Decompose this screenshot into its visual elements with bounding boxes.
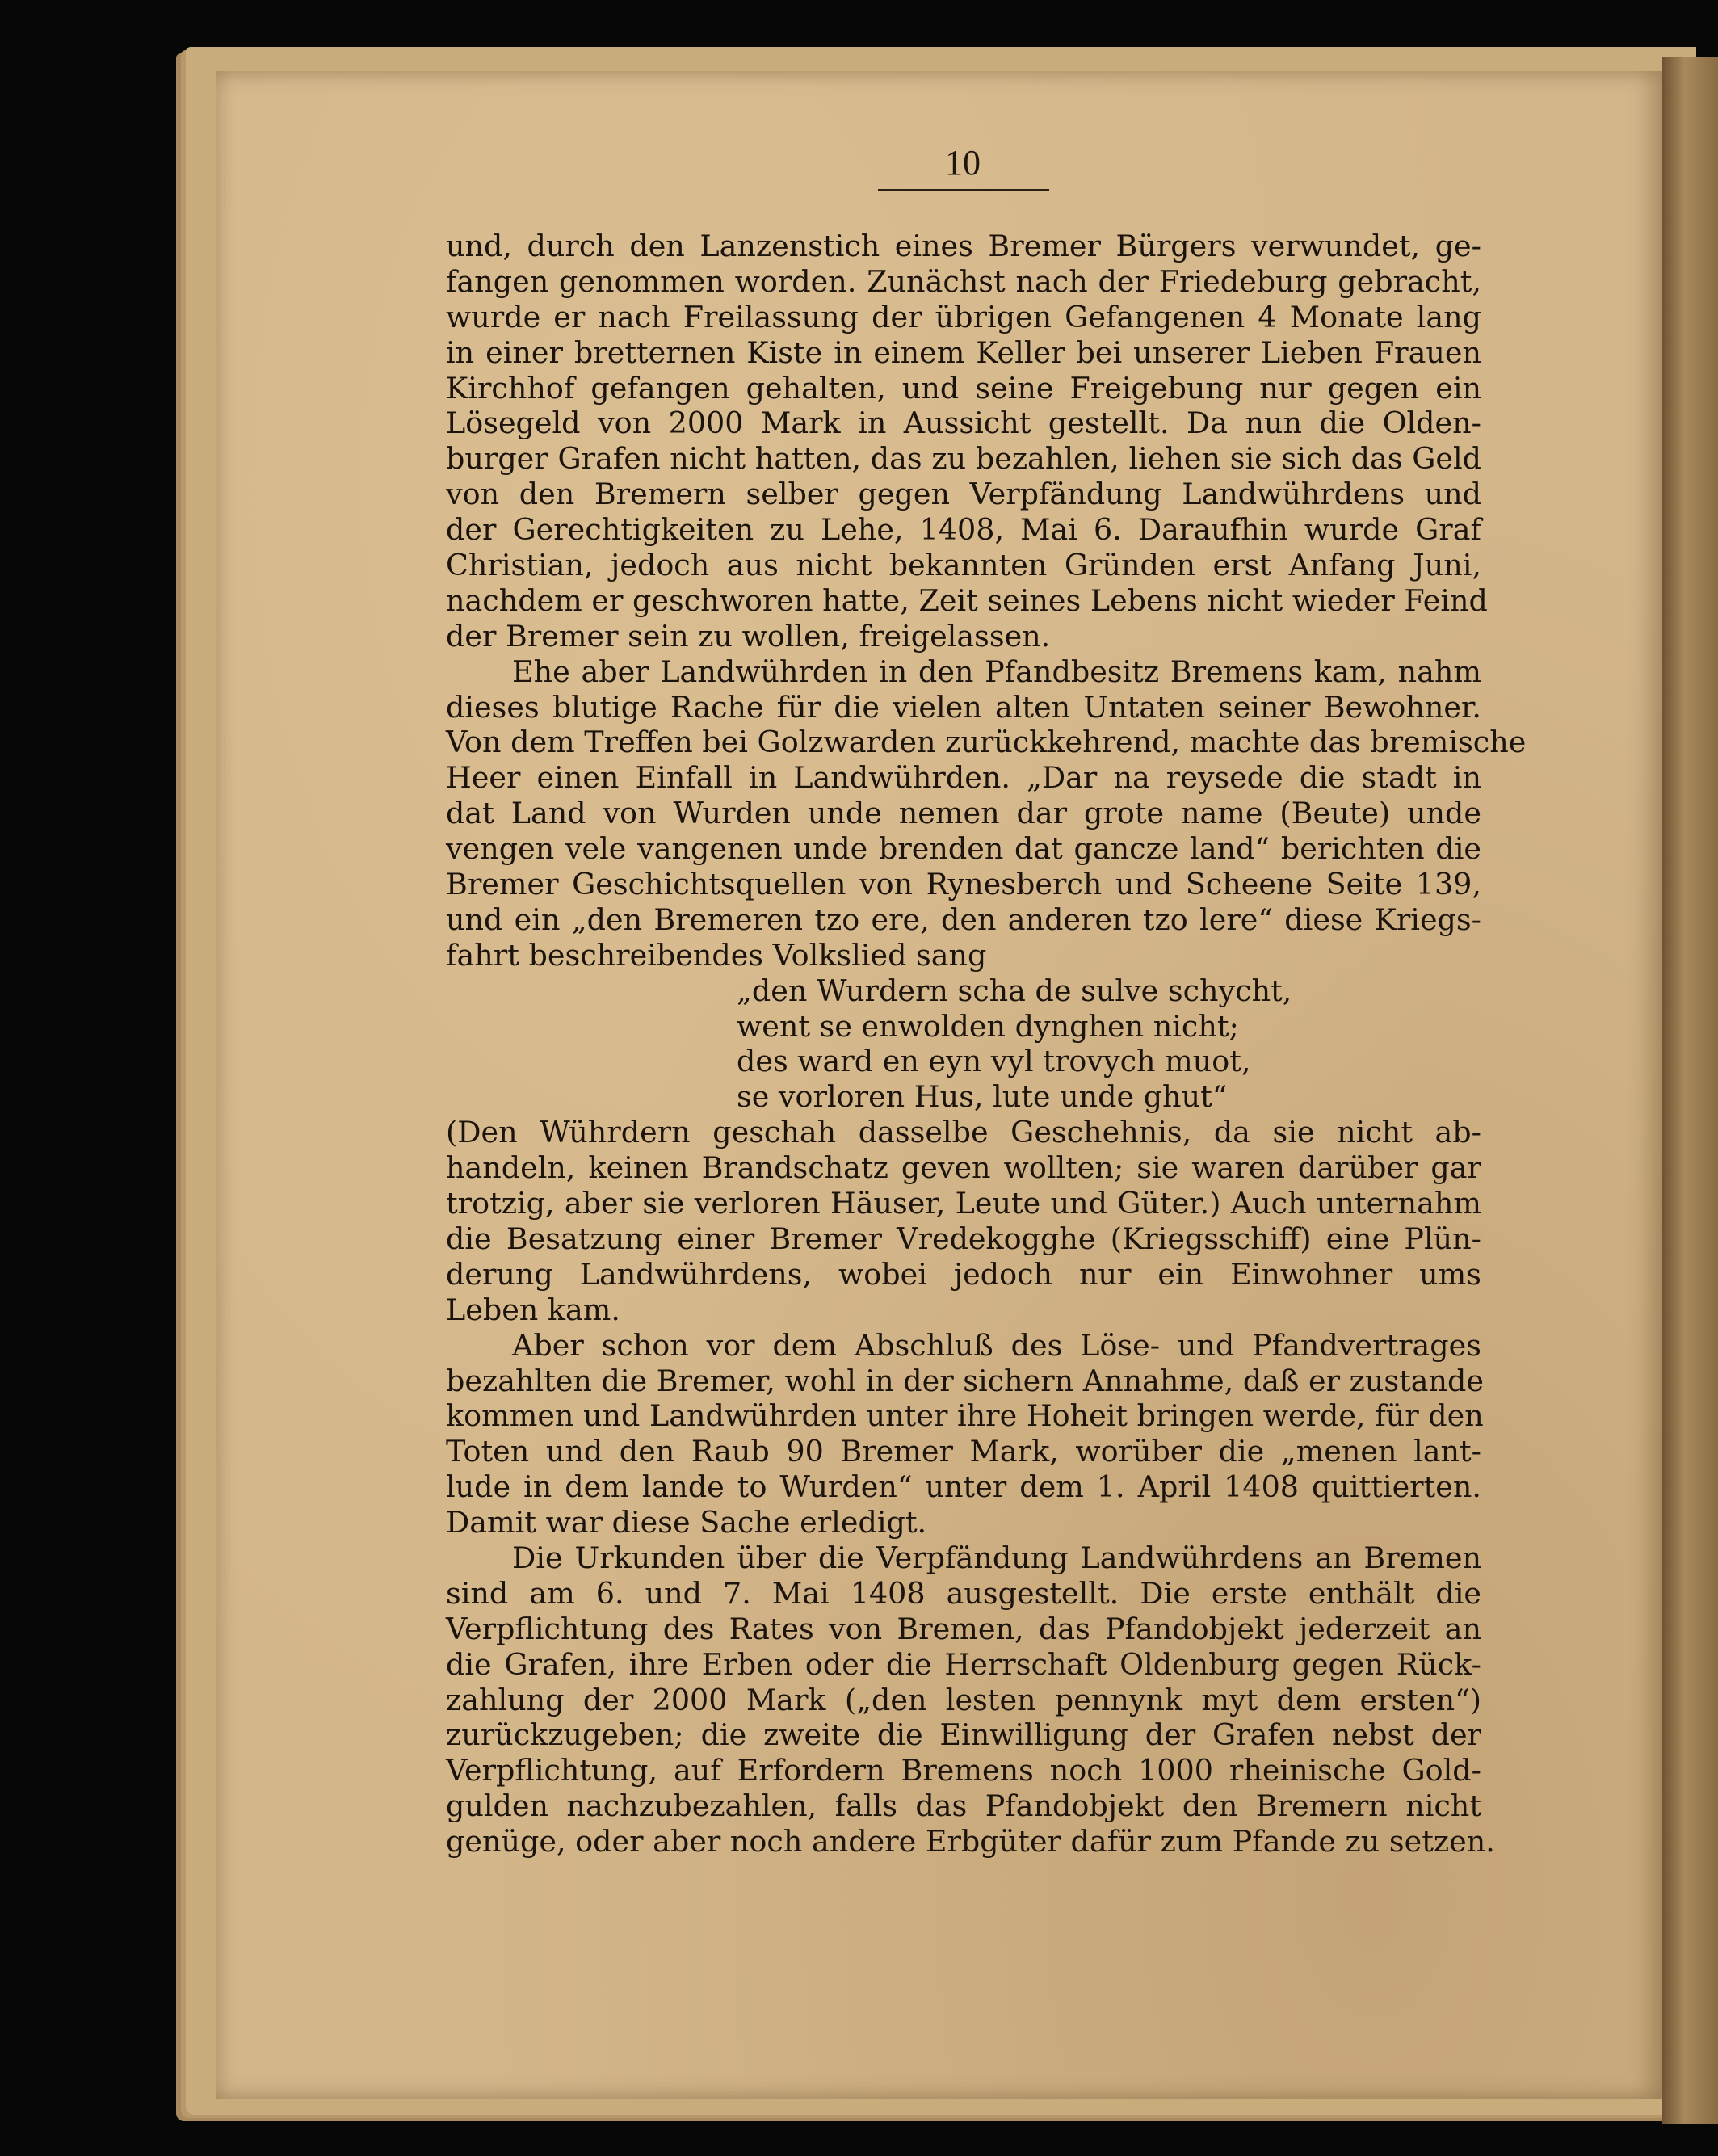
text-line: zurückzugeben; die zweite die Einwilligung der Grafen nebst der xyxy=(446,1717,1481,1753)
text-line: Die Urkunden über die Verpfändung Landwührdens an Bremen xyxy=(512,1540,1481,1575)
text-line: derung Landwührdens, wobei jedoch nur ein Einwohner ums xyxy=(446,1256,1481,1292)
text-line: Christian, jedoch aus nicht bekannten Gründen erst Anfang Juni, xyxy=(446,548,1481,583)
text-line: zahlung der 2000 Mark („den lesten pennynk myt dem ersten“) xyxy=(446,1682,1481,1717)
text-line: trotzig, aber sie verloren Häuser, Leute und Güter.) Auch unternahm xyxy=(446,1186,1481,1221)
text-line: die Grafen, ihre Erben oder die Herrschaft Oldenburg gegen Rück- xyxy=(446,1646,1481,1682)
text-line: Verpflichtung, auf Erfordern Bremens noch 1000 rheinische Gold- xyxy=(446,1753,1481,1788)
text-line: „den Wurdern scha de sulve schycht, xyxy=(737,973,1292,1008)
text-line: se vorloren Hus, lute unde ghut“ xyxy=(737,1079,1228,1115)
text-line: und, durch den Lanzenstich eines Bremer Bürgers verwundet, ge- xyxy=(446,229,1481,263)
text-line: burger Grafen nicht hatten, das zu bezahlen, liehen sie sich das Geld xyxy=(446,441,1481,477)
text-line: Bremer Geschichtsquellen von Rynesberch und Scheene Seite 139, xyxy=(446,867,1481,902)
text-line: Aber schon vor dem Abschluß des Löse- und Pfandvertrages xyxy=(512,1327,1481,1363)
text-line: nachdem er geschworen hatte, Zeit seines Lebens nicht wieder Feind xyxy=(446,582,1488,618)
text-line: Kirchhof gefangen gehalten, und seine Freigebung nur gegen ein xyxy=(446,370,1481,406)
text-line: in einer bretternen Kiste in einem Keller bei unserer Lieben Frauen xyxy=(446,334,1481,370)
text-line: von den Bremern selber gegen Verpfändung Landwührdens und xyxy=(446,477,1481,512)
text-line: Heer einen Einfall in Landwührden. „Dar na reysede die stadt in xyxy=(446,760,1481,796)
text-line: die Besatzung einer Bremer Vredekogghe (Kriegsschiff) eine Plün- xyxy=(446,1221,1481,1256)
text-line: Leben kam. xyxy=(446,1292,621,1327)
text-line: bezahlten die Bremer, wohl in der sichern Annahme, daß er zustande xyxy=(446,1363,1484,1398)
text-line: Damit war diese Sache erledigt. xyxy=(446,1505,927,1540)
text-line: fangen genommen worden. Zunächst nach der Friedeburg gebracht, xyxy=(446,263,1481,299)
text-line: der Gerechtigkeiten zu Lehe, 1408, Mai 6. Daraufhin wurde Graf xyxy=(446,512,1481,548)
facing-page-edge xyxy=(1662,57,1718,2124)
text-line: der Bremer sein zu wollen, freigelassen. xyxy=(446,618,1051,654)
body-text xyxy=(446,229,1527,1860)
text-line: Lösegeld von 2000 Mark in Aussicht gestellt. Da nun die Olden- xyxy=(446,406,1481,441)
text-line: fahrt beschreibendes Volkslied sang xyxy=(446,937,987,973)
text-line: sind am 6. und 7. Mai 1408 ausgestellt. Die erste enthält die xyxy=(446,1575,1481,1611)
page-number: 10 xyxy=(945,143,981,183)
text-line: dieses blutige Rache für die vielen alten Untaten seiner Bewohner. xyxy=(446,689,1481,725)
text-line: Ehe aber Landwührden in den Pfandbesitz Bremens kam, nahm xyxy=(512,654,1481,689)
page-number-rule xyxy=(878,189,1049,191)
text-line: Verpflichtung des Rates von Bremen, das Pfandobjekt jederzeit an xyxy=(446,1611,1481,1646)
text-line: Toten und den Raub 90 Bremer Mark, worüber die „menen lant- xyxy=(446,1434,1481,1469)
text-line: vengen vele vangenen unde brenden dat gancze land“ berichten die xyxy=(446,831,1481,867)
text-line: Von dem Treffen bei Golzwarden zurückkehrend, machte das bremische xyxy=(446,725,1527,760)
text-line: genüge, oder aber noch andere Erbgüter dafür zum Pfande zu setzen. xyxy=(446,1824,1495,1860)
text-line: und ein „den Bremeren tzo ere, den anderen tzo lere“ diese Kriegs- xyxy=(446,901,1481,937)
text-line: (Den Wührdern geschah dasselbe Geschehnis, da sie nicht ab- xyxy=(446,1115,1481,1150)
text-line: kommen und Landwührden unter ihre Hoheit bringen werde, für den xyxy=(446,1398,1484,1434)
text-line: handeln, keinen Brandschatz geven wollten; sie waren darüber gar xyxy=(446,1150,1481,1186)
text-line: lude in dem lande to Wurden“ unter dem 1. April 1408 quittierten. xyxy=(446,1469,1481,1505)
text-line: went se enwolden dynghen nicht; xyxy=(737,1008,1239,1044)
text-line: des ward en eyn vyl trovych muot, xyxy=(737,1044,1251,1079)
text-line: wurde er nach Freilassung der übrigen Gefangenen 4 Monate lang xyxy=(446,299,1481,334)
text-line: gulden nachzubezahlen, falls das Pfandobjekt den Bremern nicht xyxy=(446,1788,1481,1824)
text-line: dat Land von Wurden unde nemen dar grote name (Beute) unde xyxy=(446,796,1481,831)
